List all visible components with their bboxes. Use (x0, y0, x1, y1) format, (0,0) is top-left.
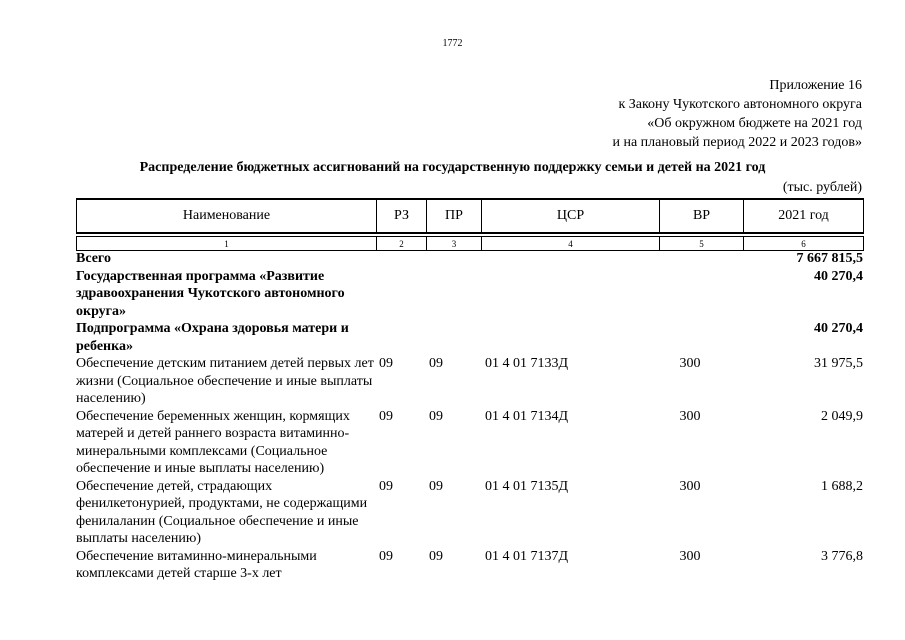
row-name: Всего (76, 251, 111, 266)
row-csr (481, 250, 659, 268)
table-row (76, 250, 863, 268)
table-row (76, 408, 863, 478)
column-number: 6 (744, 237, 864, 251)
column-number: 1 (77, 237, 377, 251)
row-name: Обеспечение беременных женщин, кормящих матерей и детей раннего возраста витаминно-минеральными комплексами (Социальное обеспечение и иные выплаты населению) (76, 408, 350, 476)
column-number: 2 (377, 237, 427, 251)
appendix-line: к Закону Чукотского автономного округа (618, 97, 862, 112)
row-pr (426, 250, 481, 268)
row-rz: 09 (379, 478, 393, 494)
row-vr: 300 (679, 478, 701, 494)
column-header-rz: РЗ (377, 199, 427, 233)
row-rz: 09 (379, 548, 393, 564)
column-number: 4 (482, 237, 660, 251)
row-csr: 01 4 01 7134Д (485, 408, 569, 424)
column-number: 5 (660, 237, 744, 251)
budget-table (76, 250, 863, 583)
table-row (76, 548, 863, 583)
table-row (76, 268, 863, 321)
row-vr (659, 320, 743, 355)
table-row (76, 478, 863, 548)
row-pr: 09 (429, 478, 443, 494)
row-csr: 01 4 01 7135Д (485, 478, 569, 494)
appendix-line: Приложение 16 (769, 78, 862, 93)
row-rz (376, 268, 426, 321)
row-amount: 7 667 815,5 (796, 251, 863, 266)
row-csr (481, 268, 659, 321)
row-amount: 1 688,2 (821, 478, 863, 494)
row-pr: 09 (429, 408, 443, 424)
row-rz: 09 (379, 408, 393, 424)
row-csr: 01 4 01 7133Д (485, 356, 569, 371)
row-vr: 300 (679, 408, 701, 424)
column-header-csr: ЦСР (482, 199, 660, 233)
table-header (76, 198, 864, 251)
row-csr (481, 320, 659, 355)
row-name: Государственная программа «Развитие здравоохранения Чукотского автономного округа» (76, 268, 345, 319)
row-amount: 40 270,4 (814, 268, 863, 284)
page-number: 1772 (442, 38, 463, 49)
row-pr: 09 (429, 356, 443, 371)
row-amount: 3 776,8 (821, 548, 863, 564)
row-vr (659, 268, 743, 321)
units-label: (тыс. рублей) (782, 180, 862, 195)
appendix-header (612, 76, 862, 152)
column-number: 3 (427, 237, 482, 251)
row-name: Обеспечение детским питанием детей первых лет жизни (Социальное обеспечение и иные выплаты населению) (76, 356, 374, 406)
row-vr: 300 (679, 356, 701, 371)
row-amount: 40 270,4 (814, 321, 863, 336)
row-pr: 09 (429, 548, 443, 564)
row-pr (426, 268, 481, 321)
row-rz (376, 250, 426, 268)
row-amount: 2 049,9 (821, 408, 863, 424)
table-row (76, 320, 863, 355)
row-name: Обеспечение витаминно-минеральными комплексами детей старше 3-х лет (76, 548, 317, 581)
appendix-line: «Об окружном бюджете на 2021 год (647, 116, 862, 131)
column-header-amount: 2021 год (744, 199, 864, 233)
row-vr (659, 250, 743, 268)
table-row (76, 355, 863, 408)
row-rz (376, 320, 426, 355)
row-pr (426, 320, 481, 355)
row-vr: 300 (679, 548, 701, 564)
row-name: Обеспечение детей, страдающих фенилкетонурией, продуктами, не содержащими фенилаланин (Социальное обеспечение и иные выплаты населению) (76, 478, 368, 546)
row-name: Подпрограмма «Охрана здоровья матери и ребенка» (76, 321, 349, 354)
column-header-pr: ПР (427, 199, 482, 233)
row-rz: 09 (379, 356, 393, 371)
column-header-vr: ВР (660, 199, 744, 233)
document-title: Распределение бюджетных ассигнований на государственную поддержку семьи и детей на 2021 год (139, 160, 766, 175)
column-header-name: Наименование (77, 199, 377, 233)
row-amount: 31 975,5 (814, 356, 863, 371)
row-csr: 01 4 01 7137Д (485, 548, 569, 564)
appendix-line: и на плановый период 2022 и 2023 годов» (612, 135, 862, 150)
